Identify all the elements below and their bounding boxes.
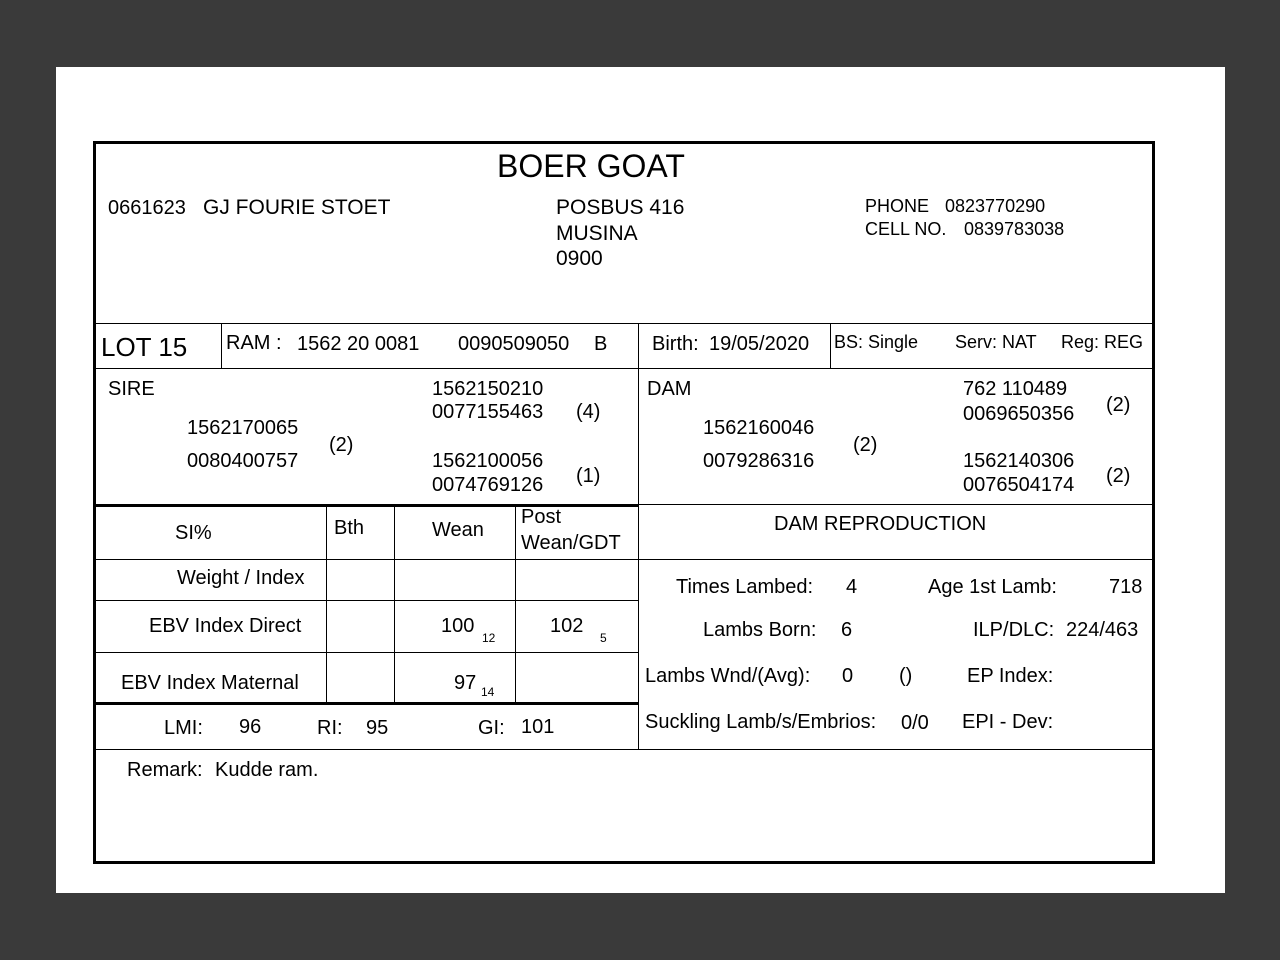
ebv-direct-wean-accuracy: 12 bbox=[482, 631, 496, 645]
sire-grandsire-id: 1562150210 bbox=[432, 378, 544, 400]
sire-granddam-id: 1562100056 bbox=[432, 450, 544, 472]
sire-grandsire-count: (4) bbox=[576, 401, 601, 423]
ri-label: RI: bbox=[317, 717, 343, 739]
address-line-3: 0900 bbox=[556, 247, 603, 270]
divider-ebv-direct bbox=[95, 652, 639, 653]
birth-status: BS: Single bbox=[834, 332, 919, 352]
times-lambed-value: 4 bbox=[846, 576, 858, 598]
lot-number: LOT 15 bbox=[101, 332, 188, 362]
sire-grandsire-registration: 0077155463 bbox=[432, 401, 544, 423]
ebv-direct-wean-value: 100 bbox=[441, 615, 475, 637]
divider-col-wean bbox=[394, 505, 395, 703]
dam-id: 1562160046 bbox=[703, 417, 815, 439]
divider-col-bth bbox=[326, 505, 327, 703]
divider-indices bbox=[95, 749, 1153, 750]
ebv-maternal-label: EBV Index Maternal bbox=[121, 672, 299, 694]
suckling-embrios-label: Suckling Lamb/s/Embrios: bbox=[645, 711, 877, 733]
ilp-dlc-label: ILP/DLC: bbox=[973, 619, 1055, 641]
divider-lot bbox=[95, 368, 1153, 369]
lambs-weaned-average: () bbox=[899, 665, 913, 687]
divider-birth-bs bbox=[830, 323, 831, 368]
ram-registration: 0090509050 bbox=[458, 333, 570, 355]
age-first-lamb-label: Age 1st Lamb: bbox=[928, 576, 1057, 598]
address-line-2: MUSINA bbox=[556, 222, 638, 245]
lot-card bbox=[93, 141, 1155, 864]
divider-pedigree-right bbox=[639, 504, 1153, 505]
birth-label: Birth: bbox=[652, 333, 699, 355]
dam-count: (2) bbox=[853, 434, 878, 456]
sire-id: 1562170065 bbox=[187, 417, 299, 439]
epi-dev-label: EPI - Dev: bbox=[962, 711, 1054, 733]
ri-value: 95 bbox=[366, 717, 389, 739]
dam-granddam-registration: 0076504174 bbox=[963, 474, 1075, 496]
divider-perf-header bbox=[95, 559, 1153, 560]
cell-number: 0839783038 bbox=[964, 219, 1065, 239]
divider-lot-ram bbox=[221, 323, 222, 368]
breeder-name: GJ FOURIE STOET bbox=[203, 196, 391, 219]
divider-ebv-maternal bbox=[95, 702, 639, 705]
sire-label: SIRE bbox=[108, 378, 155, 400]
phone-label: PHONE bbox=[865, 196, 930, 216]
gi-value: 101 bbox=[521, 716, 555, 738]
lambs-born-value: 6 bbox=[841, 619, 853, 641]
phone-number: 0823770290 bbox=[945, 196, 1046, 216]
ram-label: RAM : bbox=[226, 332, 282, 354]
lmi-value: 96 bbox=[239, 716, 262, 738]
ebv-direct-post-accuracy: 5 bbox=[600, 631, 607, 645]
dam-granddam-count: (2) bbox=[1106, 465, 1131, 487]
lambs-weaned-label: Lambs Wnd/(Avg): bbox=[645, 665, 811, 687]
wean-header: Wean bbox=[432, 519, 484, 541]
dam-label: DAM bbox=[647, 378, 692, 400]
age-first-lamb-value: 718 bbox=[1109, 576, 1143, 598]
post-wean-header-line-1: Post bbox=[521, 506, 562, 528]
remark-label: Remark: bbox=[127, 759, 203, 781]
remark-text: Kudde ram. bbox=[215, 759, 319, 781]
divider-center bbox=[638, 323, 639, 750]
dam-reproduction-header: DAM REPRODUCTION bbox=[774, 513, 987, 535]
dam-grandsire-registration: 0069650356 bbox=[963, 403, 1075, 425]
ram-suffix: B bbox=[594, 333, 608, 355]
ram-id: 1562 20 0081 bbox=[297, 333, 420, 355]
times-lambed-label: Times Lambed: bbox=[676, 576, 814, 598]
ilp-dlc-value: 224/463 bbox=[1066, 619, 1139, 641]
card-title: BOER GOAT bbox=[497, 148, 685, 184]
lambs-born-label: Lambs Born: bbox=[703, 619, 817, 641]
dam-grandsire-count: (2) bbox=[1106, 394, 1131, 416]
address-line-1: POSBUS 416 bbox=[556, 196, 685, 219]
dam-registration: 0079286316 bbox=[703, 450, 815, 472]
weight-index-label: Weight / Index bbox=[177, 567, 305, 589]
post-wean-header-line-2: Wean/GDT bbox=[521, 532, 621, 554]
dam-granddam-id: 1562140306 bbox=[963, 450, 1075, 472]
lambs-weaned-value: 0 bbox=[842, 665, 854, 687]
dam-grandsire-id: 762 110489 bbox=[963, 378, 1068, 400]
ebv-maternal-wean-accuracy: 14 bbox=[481, 685, 495, 699]
cell-label: CELL NO. bbox=[865, 219, 947, 239]
suckling-embrios-value: 0/0 bbox=[901, 712, 929, 734]
ebv-direct-label: EBV Index Direct bbox=[149, 615, 302, 637]
divider-weight bbox=[95, 600, 639, 601]
birth-date: 19/05/2020 bbox=[709, 333, 810, 355]
gi-label: GI: bbox=[478, 717, 505, 739]
service-type: Serv: NAT bbox=[955, 332, 1037, 352]
si-percent-header: SI% bbox=[175, 522, 212, 544]
birth-header: Bth bbox=[334, 517, 365, 539]
ebv-maternal-wean-value: 97 bbox=[454, 672, 477, 694]
divider-header bbox=[95, 323, 1153, 324]
breeder-code: 0661623 bbox=[108, 197, 186, 219]
ebv-direct-post-value: 102 bbox=[550, 615, 584, 637]
registration-type: Reg: REG bbox=[1061, 332, 1144, 352]
sire-registration: 0080400757 bbox=[187, 450, 299, 472]
lmi-label: LMI: bbox=[164, 717, 203, 739]
ep-index-label: EP Index: bbox=[967, 665, 1054, 687]
sire-granddam-registration: 0074769126 bbox=[432, 474, 544, 496]
sire-count: (2) bbox=[329, 434, 354, 456]
divider-col-post bbox=[515, 505, 516, 703]
sire-granddam-count: (1) bbox=[576, 465, 601, 487]
